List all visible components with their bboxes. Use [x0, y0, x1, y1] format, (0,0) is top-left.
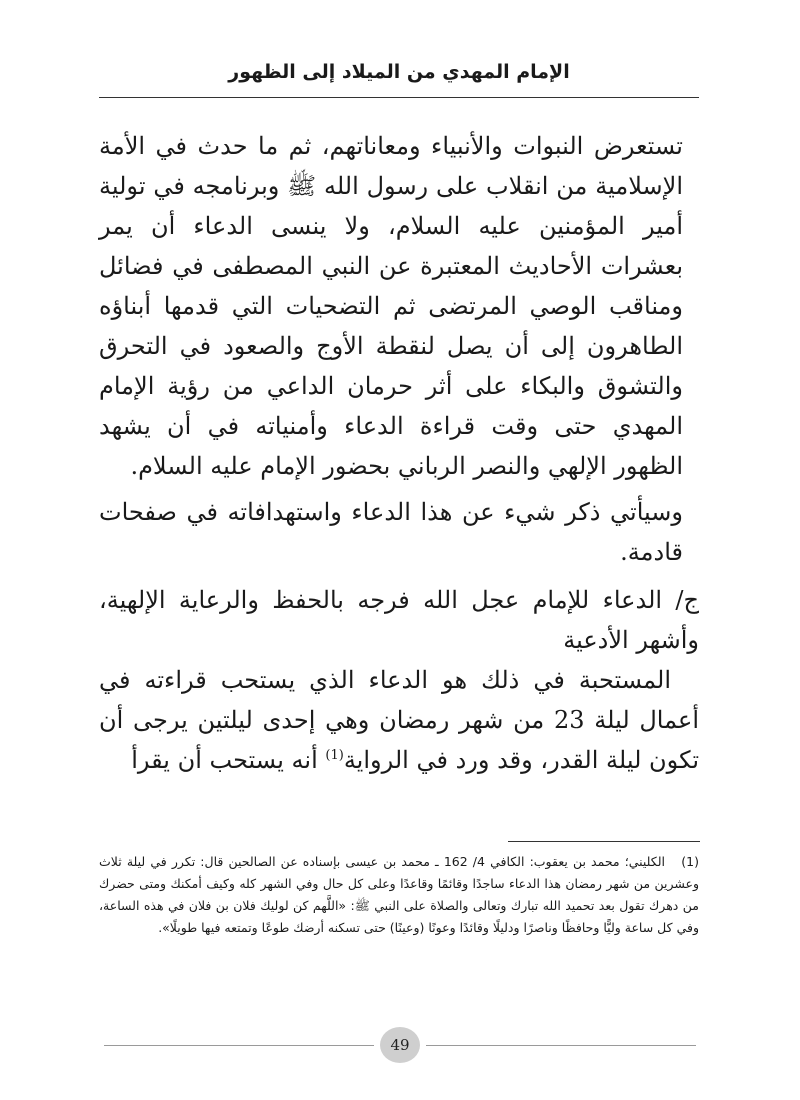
paragraph-3-continuation	[99, 666, 699, 774]
header-divider	[99, 97, 699, 98]
footer-rule-left	[104, 1045, 374, 1046]
page-number-badge: 49	[380, 1027, 420, 1063]
paragraph-3-rest: المستحبة في ذلك هو الدعاء الذي يستحب قراءته في أعمال ليلة 23 من شهر رمضان وهي إحدى ليلتين يرجى أن تكون ليلة القدر، وقد ورد في الرواية	[99, 666, 699, 774]
footnote	[99, 851, 699, 939]
paragraph-2: وسيأتي ذكر شيء عن هذا الدعاء واستهدافاته في صفحات قادمة.	[99, 498, 683, 566]
footnote-text: الكليني؛ محمد بن يعقوب: الكافي 4/ 162 ـ محمد بن عيسى بإسناده عن الصالحين قال: تكرر في ليلة ثلاث وعشرين من شهر رمضان هذا الدعاء ساجدًا وقائمًا وقاعدًا وعلى كل حال وفي الشهر كله وكيف أمكنك ومتى حضرك من دهرك تقول بعد تحميد الله تبارك وتعالى والصلاة على النبي ﷺ: «اللَّهم كن لوليك فلان بن فلان في هذه الساعة، وفي كل ساعة وليًّا وحافظًا وناصرًا ودليلًا وقائدًا وعونًا (وعينًا) حتى تسكنه أرضك طوعًا وتمتعه فيها طويلًا».	[99, 854, 699, 935]
paragraph-3-lead: ج/ الدعاء للإمام عجل الله فرجه بالحفظ والرعاية الإلهية، وأشهر الأدعية	[99, 586, 699, 654]
paragraph-1: تستعرض النبوات والأنبياء ومعاناتهم، ثم ما حدث في الأمة الإسلامية من انقلاب على رسول الله ﷺ وبرنامجه في تولية أمير المؤمنين عليه السلام، ولا ينسى الدعاء أن يمر بعشرات الأحاديث المعتبرة عن النبي المصطفى في فضائل ومناقب الوصي المرتضى ثم التضحيات التي قدمها أبناؤه الطاهرون إلى أن يصل لنقطة الأوج والصعود في التحرق والتشوق والبكاء على أثر حرمان الداعي من رؤية الإمام المهدي حتى وقت قراءة الدعاء وأمنياته في أن يشهد الظهور الإلهي والنصر الرباني بحضور الإمام عليه السلام.	[99, 132, 683, 480]
footnote-reference[interactable]: (1)	[325, 748, 344, 763]
paragraph-3-end: أنه يستحب أن يقرأ	[131, 746, 326, 774]
footnote-number: (1)	[681, 854, 699, 869]
paragraph-3	[99, 580, 699, 780]
footer-rule-right	[426, 1045, 696, 1046]
running-header-title: الإمام المهدي من الميلاد إلى الظهور	[228, 61, 570, 83]
main-text	[99, 126, 699, 780]
footnote-divider	[508, 841, 700, 842]
